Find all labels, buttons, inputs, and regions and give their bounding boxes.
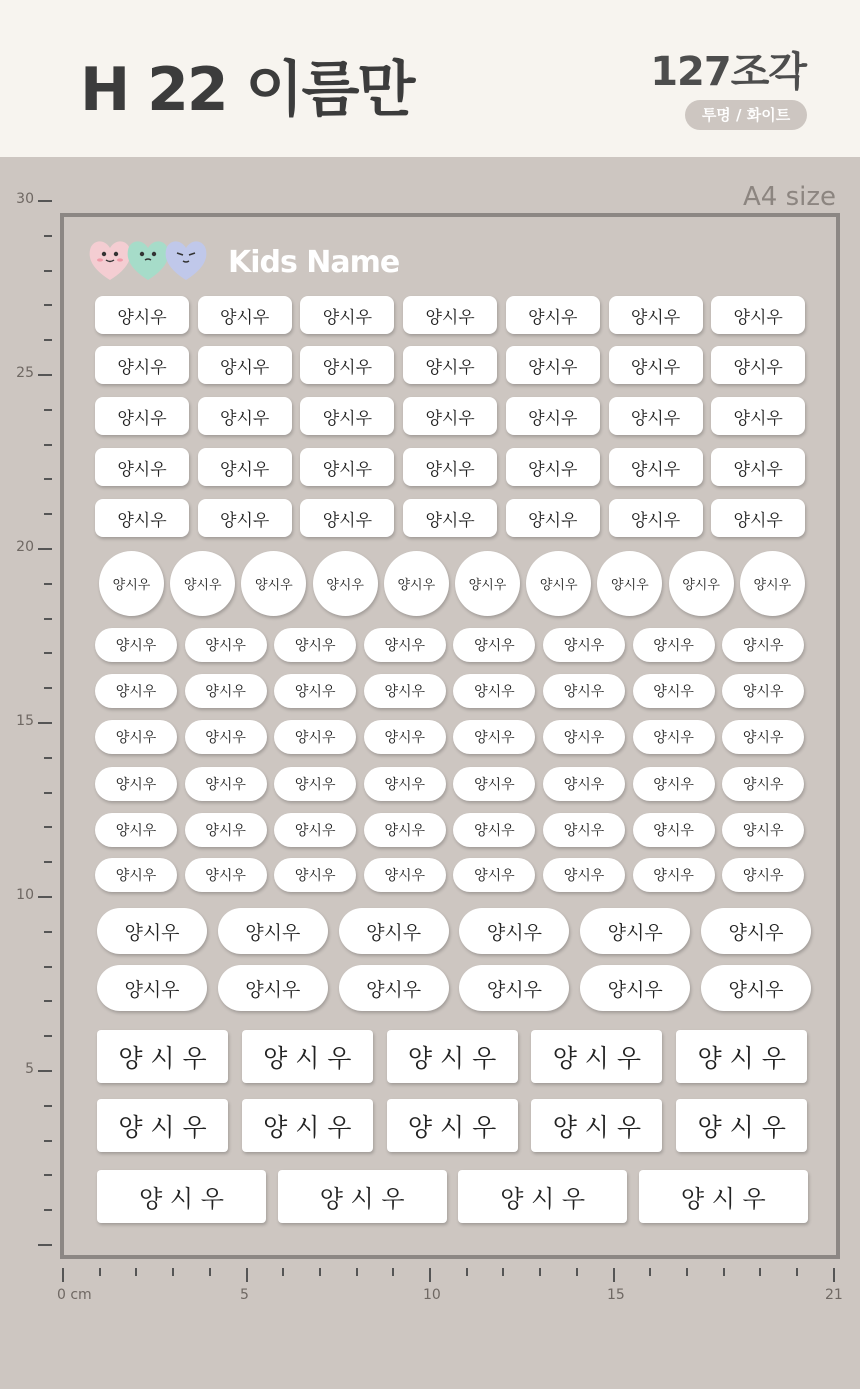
ruler-minor-tick — [44, 513, 52, 515]
name-label-mini: 양시우 — [722, 813, 804, 847]
name-label-mini: 양시우 — [95, 720, 177, 754]
name-label-circle: 양시우 — [455, 551, 520, 616]
ruler-minor-tick — [44, 583, 52, 585]
name-label-mini: 양시우 — [274, 767, 356, 801]
name-label-small: 양시우 — [609, 296, 703, 334]
name-label-mini: 양시우 — [364, 628, 446, 662]
ruler-minor-tick — [44, 478, 52, 480]
ruler-minor-tick — [576, 1268, 578, 1276]
name-label-small: 양시우 — [711, 397, 805, 435]
ruler-minor-tick — [44, 757, 52, 759]
ruler-minor-tick — [649, 1268, 651, 1276]
name-label-small: 양시우 — [711, 448, 805, 486]
name-label-small: 양시우 — [609, 346, 703, 384]
ruler-bottom-label: 0 cm — [57, 1287, 92, 1303]
name-label-small: 양시우 — [95, 448, 189, 486]
name-label-mini: 양시우 — [543, 858, 625, 892]
ruler-minor-tick — [539, 1268, 541, 1276]
ruler-minor-tick — [44, 1140, 52, 1142]
name-label-pill: 양시우 — [339, 965, 449, 1011]
name-label-small: 양시우 — [506, 346, 600, 384]
name-label-circle: 양시우 — [669, 551, 734, 616]
ruler-left-label: 30 — [16, 191, 34, 207]
name-label-circle: 양시우 — [597, 551, 662, 616]
name-label-pill: 양시우 — [459, 965, 569, 1011]
name-label-small: 양시우 — [403, 397, 497, 435]
ruler-minor-tick — [135, 1268, 137, 1276]
ruler-bottom-label: 10 — [423, 1287, 441, 1303]
name-label-mini: 양시우 — [453, 628, 535, 662]
name-label-mini: 양시우 — [274, 858, 356, 892]
ruler-minor-tick — [44, 1209, 52, 1211]
name-label-large: 양 시 우 — [97, 1099, 228, 1152]
name-label-small: 양시우 — [403, 346, 497, 384]
ruler-left-label: 5 — [25, 1061, 34, 1077]
name-label-small: 양시우 — [609, 448, 703, 486]
name-label-large: 양 시 우 — [387, 1030, 518, 1083]
name-label-mini: 양시우 — [453, 720, 535, 754]
name-label-pill: 양시우 — [218, 965, 328, 1011]
name-label-small: 양시우 — [506, 499, 600, 537]
name-label-small: 양시우 — [609, 499, 703, 537]
ruler-minor-tick — [502, 1268, 504, 1276]
ruler-minor-tick — [172, 1268, 174, 1276]
ruler-minor-tick — [44, 618, 52, 620]
name-label-mini: 양시우 — [633, 767, 715, 801]
name-label-mini: 양시우 — [722, 767, 804, 801]
name-label-small: 양시우 — [198, 397, 292, 435]
name-label-small: 양시우 — [403, 448, 497, 486]
name-label-mini: 양시우 — [364, 813, 446, 847]
ruler-minor-tick — [44, 687, 52, 689]
ruler-major-tick — [38, 548, 52, 550]
ruler-minor-tick — [44, 1174, 52, 1176]
ruler-major-tick — [833, 1268, 835, 1282]
name-label-mini: 양시우 — [722, 674, 804, 708]
name-label-mini: 양시우 — [364, 720, 446, 754]
name-label-mini: 양시우 — [185, 858, 267, 892]
name-label-mini: 양시우 — [185, 674, 267, 708]
name-label-small: 양시우 — [300, 448, 394, 486]
name-label-mini: 양시우 — [185, 628, 267, 662]
name-label-mini: 양시우 — [95, 674, 177, 708]
name-label-small: 양시우 — [506, 296, 600, 334]
name-label-mini: 양시우 — [364, 767, 446, 801]
name-label-small: 양시우 — [95, 346, 189, 384]
name-label-large: 양 시 우 — [531, 1099, 662, 1152]
ruler-major-tick — [38, 1244, 52, 1246]
name-label-small: 양시우 — [198, 448, 292, 486]
ruler-major-tick — [38, 1070, 52, 1072]
ruler-major-tick — [38, 722, 52, 724]
ruler-minor-tick — [44, 339, 52, 341]
name-label-circle: 양시우 — [384, 551, 449, 616]
ruler-minor-tick — [392, 1268, 394, 1276]
name-label-circle: 양시우 — [313, 551, 378, 616]
name-label-small: 양시우 — [403, 296, 497, 334]
name-label-small: 양시우 — [711, 346, 805, 384]
name-label-large: 양 시 우 — [676, 1099, 807, 1152]
name-label-mini: 양시우 — [633, 674, 715, 708]
name-label-mini: 양시우 — [364, 858, 446, 892]
ruler-minor-tick — [44, 235, 52, 237]
ruler-minor-tick — [44, 1105, 52, 1107]
ruler-minor-tick — [44, 861, 52, 863]
brand-name: Kids Name — [228, 245, 400, 280]
ruler-bottom-label: 15 — [607, 1287, 625, 1303]
material-badge: 투명 / 화이트 — [685, 100, 807, 130]
name-label-mini: 양시우 — [722, 720, 804, 754]
page-title: H 22 이름만 — [80, 55, 414, 125]
name-label-pill: 양시우 — [339, 908, 449, 954]
name-label-mini: 양시우 — [453, 767, 535, 801]
name-label-large: 양 시 우 — [242, 1099, 373, 1152]
name-label-large: 양 시 우 — [531, 1030, 662, 1083]
ruler-left-label: 20 — [16, 539, 34, 555]
name-label-small: 양시우 — [506, 397, 600, 435]
ruler-major-tick — [38, 374, 52, 376]
ruler-minor-tick — [44, 1000, 52, 1002]
ruler-left-label: 15 — [16, 713, 34, 729]
name-label-xl: 양 시 우 — [639, 1170, 808, 1223]
name-label-xl: 양 시 우 — [278, 1170, 447, 1223]
ruler-minor-tick — [466, 1268, 468, 1276]
name-label-mini: 양시우 — [453, 813, 535, 847]
ruler-minor-tick — [44, 304, 52, 306]
name-label-small: 양시우 — [609, 397, 703, 435]
name-label-pill: 양시우 — [580, 965, 690, 1011]
name-label-mini: 양시우 — [274, 813, 356, 847]
name-label-circle: 양시우 — [99, 551, 164, 616]
name-label-small: 양시우 — [198, 346, 292, 384]
name-label-mini: 양시우 — [95, 628, 177, 662]
ruler-minor-tick — [686, 1268, 688, 1276]
name-label-pill: 양시우 — [459, 908, 569, 954]
name-label-small: 양시우 — [198, 296, 292, 334]
name-label-mini: 양시우 — [453, 674, 535, 708]
name-label-small: 양시우 — [506, 448, 600, 486]
name-label-small: 양시우 — [95, 397, 189, 435]
ruler-major-tick — [429, 1268, 431, 1282]
name-label-mini: 양시우 — [274, 674, 356, 708]
name-label-mini: 양시우 — [633, 858, 715, 892]
name-label-mini: 양시우 — [543, 767, 625, 801]
name-label-small: 양시우 — [711, 296, 805, 334]
name-label-small: 양시우 — [95, 499, 189, 537]
name-label-circle: 양시우 — [740, 551, 805, 616]
name-label-small: 양시우 — [95, 296, 189, 334]
name-label-xl: 양 시 우 — [97, 1170, 266, 1223]
ruler-minor-tick — [44, 826, 52, 828]
name-label-small: 양시우 — [403, 499, 497, 537]
ruler-minor-tick — [796, 1268, 798, 1276]
name-label-mini: 양시우 — [185, 720, 267, 754]
ruler-major-tick — [246, 1268, 248, 1282]
ruler-minor-tick — [44, 444, 52, 446]
ruler-major-tick — [38, 896, 52, 898]
name-label-mini: 양시우 — [543, 813, 625, 847]
size-label: A4 size — [742, 182, 836, 212]
name-label-small: 양시우 — [198, 499, 292, 537]
name-label-pill: 양시우 — [701, 908, 811, 954]
name-label-small: 양시우 — [300, 346, 394, 384]
name-label-mini: 양시우 — [453, 858, 535, 892]
name-label-mini: 양시우 — [185, 813, 267, 847]
name-label-mini: 양시우 — [274, 720, 356, 754]
ruler-minor-tick — [44, 1035, 52, 1037]
name-label-mini: 양시우 — [722, 858, 804, 892]
name-label-large: 양 시 우 — [97, 1030, 228, 1083]
name-label-mini: 양시우 — [274, 628, 356, 662]
ruler-major-tick — [38, 200, 52, 202]
ruler-minor-tick — [282, 1268, 284, 1276]
name-label-large: 양 시 우 — [676, 1030, 807, 1083]
ruler-left-label: 25 — [16, 365, 34, 381]
name-label-small: 양시우 — [300, 397, 394, 435]
ruler-minor-tick — [356, 1268, 358, 1276]
name-label-xl: 양 시 우 — [458, 1170, 627, 1223]
ruler-minor-tick — [44, 931, 52, 933]
ruler-bottom-label: 5 — [240, 1287, 249, 1303]
name-label-circle: 양시우 — [170, 551, 235, 616]
name-label-mini: 양시우 — [633, 813, 715, 847]
ruler-major-tick — [62, 1268, 64, 1282]
name-label-mini: 양시우 — [95, 858, 177, 892]
name-label-mini: 양시우 — [543, 674, 625, 708]
ruler-major-tick — [613, 1268, 615, 1282]
name-label-circle: 양시우 — [241, 551, 306, 616]
ruler-minor-tick — [44, 652, 52, 654]
name-label-mini: 양시우 — [543, 720, 625, 754]
ruler-bottom-label: 21 — [825, 1287, 843, 1303]
ruler-left-label: 10 — [16, 887, 34, 903]
name-label-pill: 양시우 — [580, 908, 690, 954]
ruler-minor-tick — [723, 1268, 725, 1276]
ruler-minor-tick — [209, 1268, 211, 1276]
name-label-large: 양 시 우 — [242, 1030, 373, 1083]
header — [0, 0, 860, 157]
name-label-pill: 양시우 — [97, 965, 207, 1011]
ruler-minor-tick — [759, 1268, 761, 1276]
name-label-mini: 양시우 — [185, 767, 267, 801]
name-label-mini: 양시우 — [633, 720, 715, 754]
name-label-mini: 양시우 — [722, 628, 804, 662]
name-label-mini: 양시우 — [95, 767, 177, 801]
name-label-pill: 양시우 — [218, 908, 328, 954]
name-label-mini: 양시우 — [543, 628, 625, 662]
name-label-pill: 양시우 — [97, 908, 207, 954]
name-label-small: 양시우 — [300, 296, 394, 334]
ruler-minor-tick — [44, 792, 52, 794]
ruler-minor-tick — [44, 966, 52, 968]
name-label-mini: 양시우 — [95, 813, 177, 847]
name-label-pill: 양시우 — [701, 965, 811, 1011]
name-label-mini: 양시우 — [633, 628, 715, 662]
ruler-minor-tick — [44, 270, 52, 272]
name-label-small: 양시우 — [711, 499, 805, 537]
ruler-minor-tick — [44, 409, 52, 411]
piece-count: 127조각 — [650, 49, 806, 95]
name-label-large: 양 시 우 — [387, 1099, 518, 1152]
name-label-mini: 양시우 — [364, 674, 446, 708]
name-label-circle: 양시우 — [526, 551, 591, 616]
ruler-minor-tick — [319, 1268, 321, 1276]
name-label-small: 양시우 — [300, 499, 394, 537]
ruler-minor-tick — [99, 1268, 101, 1276]
